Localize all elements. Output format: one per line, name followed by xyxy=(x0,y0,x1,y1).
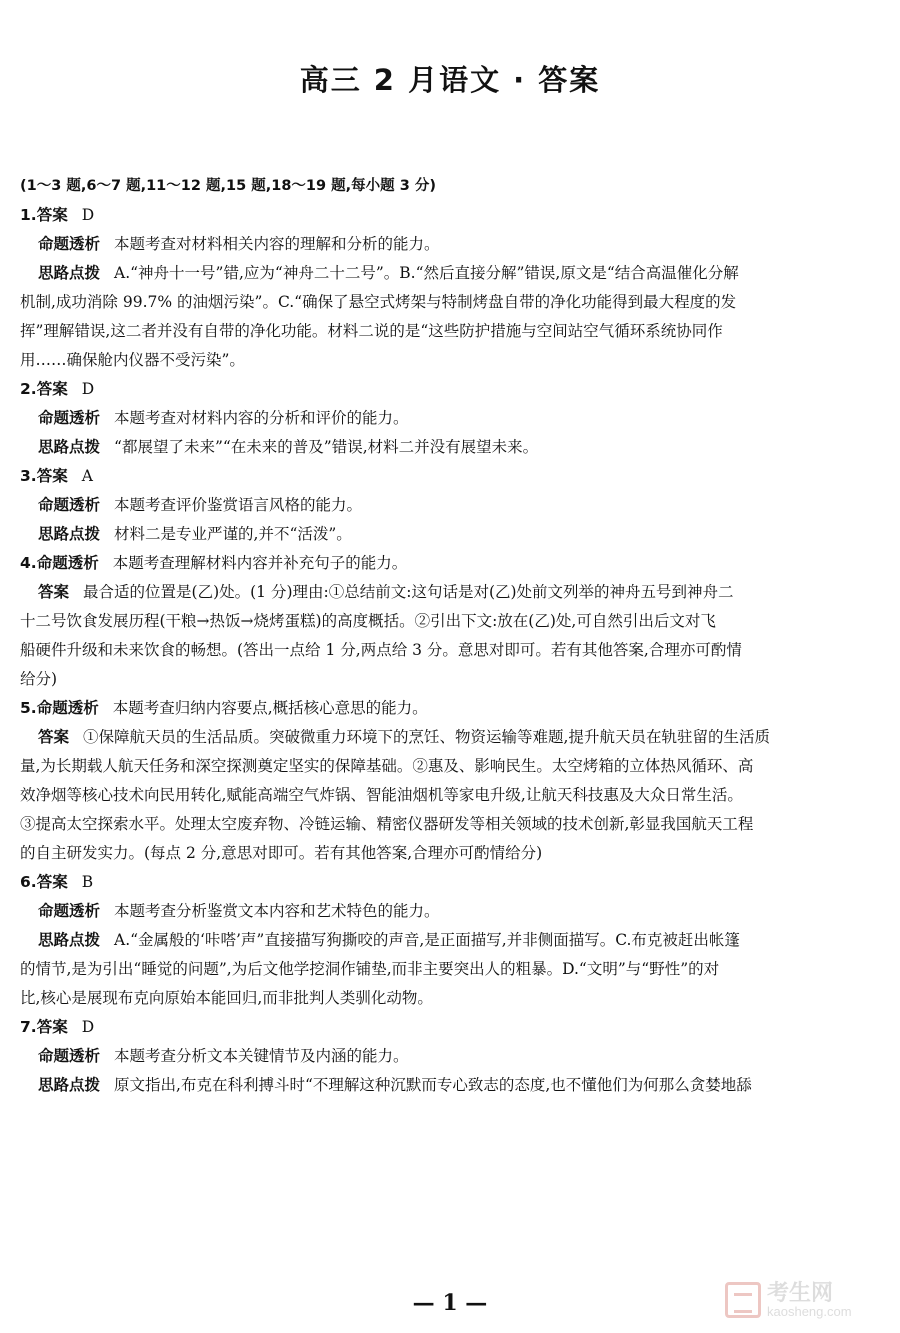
q2-analysis: 命题透析 本题考查对材料内容的分析和评价的能力。 xyxy=(38,409,409,427)
q4-answer: 答案 最合适的位置是(乙)处。(1 分)理由:①总结前文:这句话是对(乙)处前文列举的神舟五号到神舟二 xyxy=(38,583,734,601)
q3-analysis: 命题透析 本题考查评价鉴赏语言风格的能力。 xyxy=(38,496,363,514)
q4-analysis: 4.命题透析 本题考查理解材料内容并补充句子的能力。 xyxy=(20,554,408,572)
q7-analysis: 命题透析 本题考查分析文本关键情节及内涵的能力。 xyxy=(38,1047,409,1065)
q5-answer-line: ③提高太空探索水平。处理太空废弃物、冷链运输、精密仪器研发等相关领域的技术创新,彰显我国航天工程 xyxy=(20,815,754,833)
q2-hint: 思路点拨 “都展望了未来”“在未来的普及”错误,材料二并没有展望未来。 xyxy=(38,438,539,456)
watermark-en: kaosheng.com xyxy=(767,1303,852,1319)
q5-analysis: 5.命题透析 本题考查归纳内容要点,概括核心意思的能力。 xyxy=(20,699,428,717)
q5-answer: 答案 ①保障航天员的生活品质。突破微重力环境下的烹饪、物资运输等难题,提升航天员在轨驻留的生活质 xyxy=(38,728,770,746)
q7-hint: 思路点拨 原文指出,布克在科利搏斗时“不理解这种沉默而专心致志的态度,也不懂他们为何那么贪婪地舔 xyxy=(38,1076,752,1094)
q1-hint-line: 机制,成功消除 99.7% 的油烟污染”。C.“确保了悬空式烤架与特制烤盘自带的净化功能得到最大程度的发 xyxy=(20,293,737,311)
q1-answer-value: D xyxy=(81,206,95,224)
q3-answer: 3.答案 A xyxy=(20,467,93,485)
q1-analysis: 命题透析 本题考查对材料相关内容的理解和分析的能力。 xyxy=(38,235,440,253)
hint-label: 思路点拨 xyxy=(38,264,101,282)
watermark-icon xyxy=(725,1282,761,1318)
watermark-logo xyxy=(725,1278,885,1322)
q6-hint: 思路点拨 A.“金属般的‘咔嗒’声”直接描写狗撕咬的声音,是正面描写,并非侧面描写。C.布克被赶出帐篷 xyxy=(38,931,740,949)
q6-answer: 6.答案 B xyxy=(20,873,94,891)
q1-hint: 思路点拨 A.“神舟十一号”错,应为“神舟二十二号”。B.“然后直接分解”错误,原文是“结合高温催化分解 xyxy=(38,264,739,282)
analysis-label: 命题透析 xyxy=(38,235,101,253)
q1-number: 1. xyxy=(20,206,37,224)
watermark-cn: 考生网 xyxy=(767,1280,834,1306)
q5-answer-line: 量,为长期载人航天任务和深空探测奠定坚实的保障基础。②惠及、影响民生。太空烤箱的立体热风循环、高 xyxy=(20,757,754,775)
q1-hint-line: 挥”理解错误,这二者并没有自带的净化功能。材料二说的是“这些防护措施与空间站空气循环系统协同作 xyxy=(20,322,723,340)
page-number: — 1 — xyxy=(412,1290,488,1316)
q6-hint-line: 比,核心是展现布克向原始本能回归,而非批判人类驯化动物。 xyxy=(20,989,433,1007)
q7-answer: 7.答案 D xyxy=(20,1018,95,1036)
q6-hint-line: 的情节,是为引出“睡觉的问题”,为后文他学挖洞作铺垫,而非主要突出人的粗暴。D.“文明”与“野性”的对 xyxy=(20,960,720,978)
page-title: 高三 2 月语文 · 答案 xyxy=(299,63,601,97)
answer-content xyxy=(20,172,882,1100)
q4-answer-line: 十二号饮食发展历程(干粮→热饭→烧烤蛋糕)的高度概括。②引出下文:放在(乙)处,可自然引出后文对飞 xyxy=(20,612,716,630)
scoring-note: (1～3 题,6～7 题,11～12 题,15 题,18～19 题,每小题 3 分) xyxy=(20,178,436,194)
q4-answer-line: 给分) xyxy=(20,670,58,688)
q2-answer: 2.答案 D xyxy=(20,380,95,398)
q5-answer-line: 效净烟等核心技术向民用转化,赋能高端空气炸锅、智能油烟机等家电升级,让航天科技惠及大众日常生活。 xyxy=(20,786,743,804)
q6-analysis: 命题透析 本题考查分析鉴赏文本内容和艺术特色的能力。 xyxy=(38,902,440,920)
q1-hint-line: 用……确保舱内仪器不受污染”。 xyxy=(20,351,245,369)
answer-label: 答案 xyxy=(36,206,68,224)
q5-answer-line: 的自主研发实力。(每点 2 分,意思对即可。若有其他答案,合理亦可酌情给分) xyxy=(20,844,543,862)
q1-answer xyxy=(20,201,882,230)
q4-answer-line: 船硬件升级和未来饮食的畅想。(答出一点给 1 分,两点给 3 分。意思对即可。若有其他答案,合理亦可酌情 xyxy=(20,641,742,659)
q3-hint: 思路点拨 材料二是专业严谨的,并不“活泼”。 xyxy=(38,525,352,543)
